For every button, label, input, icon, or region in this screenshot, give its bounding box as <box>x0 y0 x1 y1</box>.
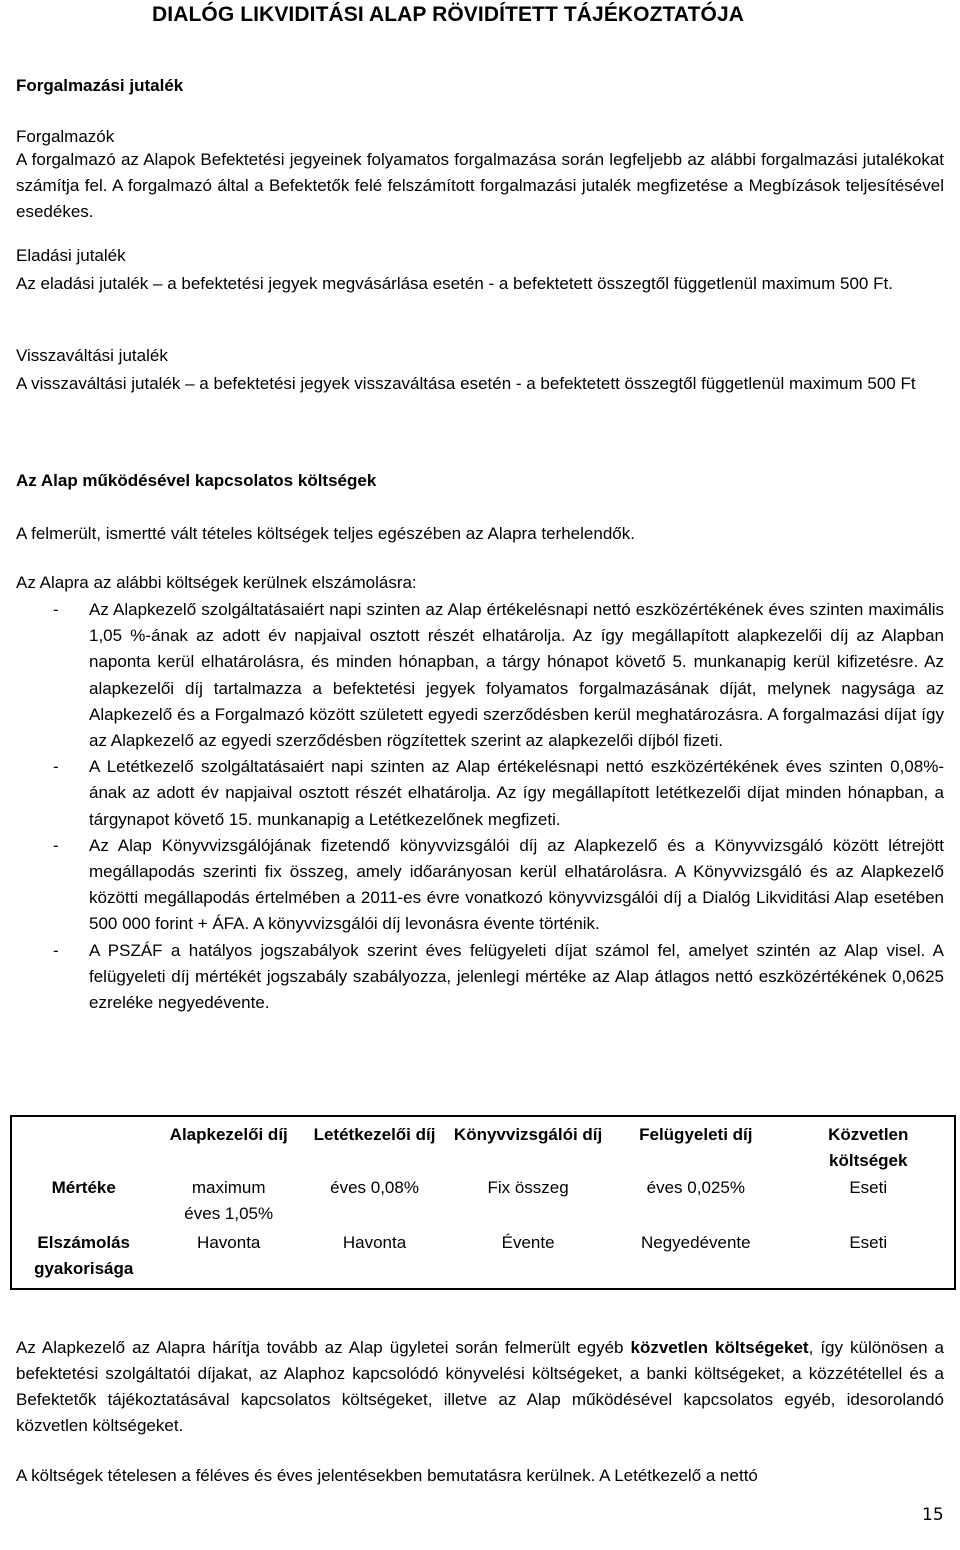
section-heading-forgalmazasi-jutalek: Forgalmazási jutalék <box>16 76 184 95</box>
table-row-label: Elszámolás gyakorisága <box>34 1233 134 1278</box>
table-row <box>11 1175 955 1230</box>
table-cell: éves 0,025% <box>646 1178 745 1197</box>
paragraph-kozvetlen-koltsegek <box>16 1335 944 1439</box>
label-visszavaltasi-jutalek: Visszaváltási jutalék <box>16 346 168 365</box>
section-heading-koltsegek: Az Alap működésével kapcsolatos költségek <box>16 471 377 490</box>
table-header-row <box>11 1116 955 1175</box>
paragraph-koltsegek-list-intro: Az Alapra az alábbi költségek kerülnek elszámolásra: <box>16 573 417 592</box>
cost-list <box>16 597 944 1016</box>
table-cell: Eseti <box>849 1178 888 1197</box>
table-row <box>11 1230 955 1289</box>
list-item-text: Az Alapkezelő szolgáltatásaiért napi szinten az Alap értékelésnapi nettó eszközértékének éves szinten maximális 1,05 %-ának az adott év napjaival osztott részét elhatárolja. Az így megállapított alapkezelői díj az Alapban naponta kerül elhatárolásra, és minden hónapban, a tárgy hónapot követő 5. munkanapig kerül kifizetésre. Az alapkezelői díj tartalmazza a befektetési jegyek folyamatos forgalmazásának díját, melynek nagysága az Alapkezelő és a Forgalmazó között született egyedi szerződésben kerül meghatározásra. A forgalmazási díjat így az Alapkezelő az egyedi szerződésben rögzítettek szerint az alapkezelői díjból fizeti. <box>89 600 944 751</box>
list-item <box>16 833 944 938</box>
list-dash: - <box>53 757 59 777</box>
list-item-text: A PSZÁF a hatályos jogszabályok szerint éves felügyeleti díjat számol fel, amelyet szintén az Alap visel. A felügyeleti díj mértékét jogszabály szabályozza, jelenlegi mértéke az Alap átlagos nettó eszközértékének 0,0625 ezreléke negyedévente. <box>89 940 944 1013</box>
table-cell: maximum éves 1,05% <box>184 1178 274 1223</box>
paragraph-forgalmazok: A forgalmazó az Alapok Befektetési jegyeinek folyamatos forgalmazása során legfeljebb az alábbi forgalmazási jutalékokat számítja fel. A forgalmazó által a Befektetők felé felszámított forgalmazási jutalék megfizetése a Megbízások teljesítésével esedékes. <box>16 150 944 221</box>
list-item-text: Az Alap Könyvvizsgálójának fizetendő könyvvizsgálói díj az Alapkezelő és a Könyvvizsgáló között létrejött megállapodás szerinti fix összeg, amely időarányosan kerül elhatárolásra. A Könyvvizsgáló és az Alapkezelő közötti megállapodás értelmében a 2011-es évre vonatkozó könyvvizsgálói díj a Dialóg Likviditási Alap esetében 500 000 forint + ÁFA. A könyvvizsgálói díj levonásra évente történik. <box>89 835 944 934</box>
list-item <box>16 597 944 754</box>
list-dash: - <box>53 600 59 619</box>
table-corner-cell <box>11 1116 155 1175</box>
label-forgalmazok: Forgalmazók <box>16 127 115 146</box>
label-eladasi-jutalek: Eladási jutalék <box>16 246 126 265</box>
table-header-cell: Felügyeleti díj <box>639 1125 753 1144</box>
paragraph-text: , így különösen a befektetési szolgáltatói díjakat, az Alaphoz kapcsolódó könyvelési költségeket, a banki költségeket, a közzététellel és a Befektetők tájékoztatásával kapcsolatos költségeket, illetve az Alap működésével kapcsolatos egyéb, idesorolandó közvetlen költségeket. <box>16 1338 945 1435</box>
paragraph-eladasi-jutalek: Az eladási jutalék – a befektetési jegyek megvásárlása esetén - a befektetett összegtől függetlenül maximum 500 Ft. <box>16 274 893 293</box>
list-dash: - <box>53 835 59 855</box>
table-cell: Évente <box>501 1233 555 1252</box>
paragraph-text: Az Alapkezelő az Alapra hárítja tovább az Alap ügyletei során felmerült egyéb <box>16 1338 631 1357</box>
paragraph-koltsegek-intro: A felmerült, ismertté vált tételes költségek teljes egészében az Alapra terhelendők. <box>16 524 635 543</box>
table-cell: Eseti <box>849 1233 888 1252</box>
cost-table <box>10 1115 956 1290</box>
table-header-cell: Könyvvizsgálói díj <box>453 1125 603 1144</box>
list-dash: - <box>53 940 59 960</box>
table-cell: Fix összeg <box>487 1178 569 1197</box>
table-cell: éves 0,08% <box>330 1178 419 1197</box>
paragraph-jelentesek: A költségek tételesen a féléves és éves jelentésekben bemutatásra kerülnek. A Letétkezelő a nettó <box>16 1466 758 1485</box>
document-title: DIALÓG LIKVIDITÁSI ALAP RÖVIDÍTETT TÁJÉKOZTATÓJA <box>152 3 745 26</box>
list-item <box>16 938 944 1017</box>
paragraph-visszavaltasi-jutalek: A visszaváltási jutalék – a befektetési jegyek visszaváltása esetén - a befektetett összegtől függetlenül maximum 500 Ft <box>16 374 916 393</box>
list-item-text: A Letétkezelő szolgáltatásaiért napi szinten az Alap értékelésnapi nettó eszközértékének éves szinten 0,08%-ának az adott év napjaival osztott részét elhatárolja. Az így megállapított letétkezelői díjat minden hónapban, a tárgynapot követő 15. munkanapig a Letétkezelőnek megfizeti. <box>89 757 944 829</box>
paragraph-bold-term: közvetlen költségeket <box>630 1338 809 1357</box>
table-header-cell: Alapkezelői díj <box>169 1125 288 1144</box>
list-item <box>16 754 944 833</box>
table-row-label: Mértéke <box>51 1178 116 1197</box>
page-number: 15 <box>922 1505 944 1525</box>
table-cell: Havonta <box>342 1233 407 1252</box>
table-cell: Negyedévente <box>640 1233 751 1252</box>
table-header-cell: Letétkezelői díj <box>313 1125 436 1144</box>
table-cell: Havonta <box>197 1233 261 1252</box>
table-header-cell: Közvetlen költségek <box>828 1125 909 1170</box>
